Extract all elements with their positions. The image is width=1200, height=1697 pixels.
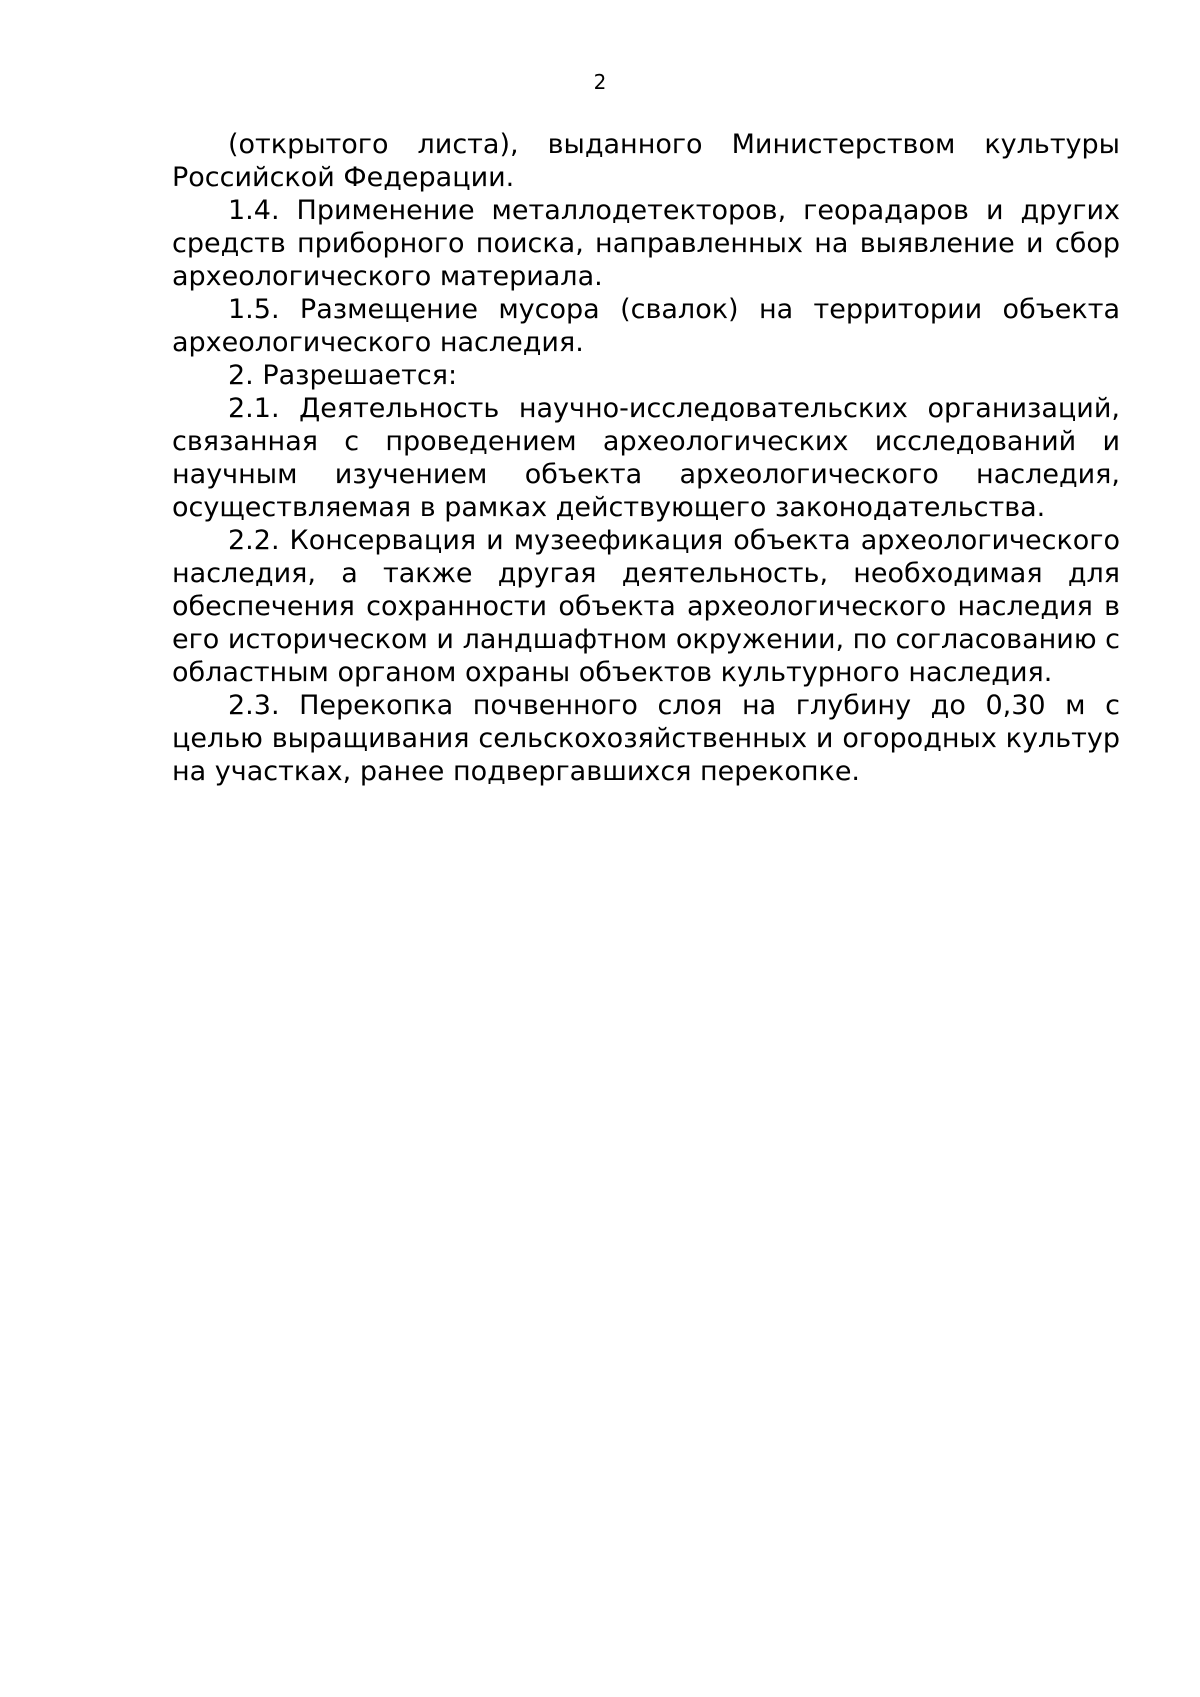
paragraph-item-2: 2. Разрешается: xyxy=(228,360,458,391)
paragraph-item-1-5: 1.5. Размещение мусора (свалок) на территории объекта археологического наследия. xyxy=(172,294,1120,358)
paragraph-item-2-3: 2.3. Перекопка почвенного слоя на глубину до 0,30 м с целью выращивания сельскохозяйственных и огородных культур на участках, ранее подвергавшихся перекопке. xyxy=(172,690,1120,787)
page-number: 2 xyxy=(593,70,607,94)
paragraph-continuation: (открытого листа), выданного Министерством культуры Российской Федерации. xyxy=(172,129,1120,193)
paragraph-item-2-2: 2.2. Консервация и музеефикация объекта археологического наследия, а также другая деятельность, необходимая для обеспечения сохранности объекта археологического наследия в его историческом и ландшафтном окружении, по согласованию с областным органом охраны объектов культурного наследия. xyxy=(172,525,1120,688)
document-body xyxy=(172,128,1120,788)
paragraph-item-1-4: 1.4. Применение металлодетекторов, георадаров и других средств приборного поиска, направленных на выявление и сбор археологического материала. xyxy=(172,195,1120,292)
paragraph-item-2-1: 2.1. Деятельность научно-исследовательских организаций, связанная с проведением археологических исследований и научным изучением объекта археологического наследия, осуществляемая в рамках действующего законодательства. xyxy=(172,393,1120,523)
